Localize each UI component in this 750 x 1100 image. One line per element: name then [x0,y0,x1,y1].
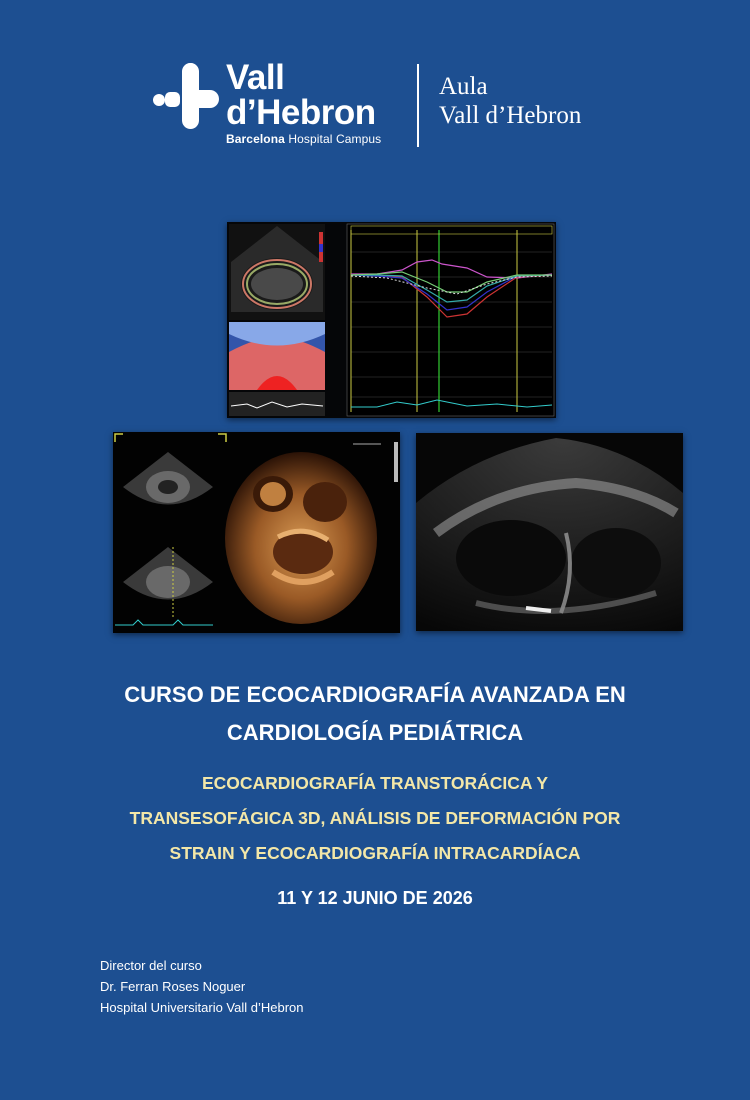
course-subtitle-line1: ECOCARDIOGRAFÍA TRANSTORÁCICA Y [201,773,549,793]
vall-hebron-logo-icon [153,63,219,129]
director-label: Director del curso [100,958,202,973]
aula-line1: Aula [439,73,488,100]
course-subtitle-line2: TRANSESOFÁGICA 3D, ANÁLISIS DE DEFORMACIÓN POR [129,808,621,828]
strain-analysis-image [227,222,556,418]
brand-name-line1: Vall [226,58,285,97]
brand-name [226,60,381,145]
course-title-line2: CARDIOLOGÍA PEDIÁTRICA [226,720,524,745]
director-institution: Hospital Universitario Vall d’Hebron [100,1000,304,1015]
aula-line2: Vall d’Hebron [439,102,582,129]
brand-subtitle [226,133,381,145]
aula-logo [439,72,581,130]
course-title [40,676,710,752]
director-info [100,955,304,1018]
director-name: Dr. Ferran Roses Noguer [100,979,246,994]
course-subtitle [40,766,710,871]
3d-transesophageal-echo-image [113,432,400,633]
intracardiac-echo-image [416,433,683,631]
brand-subtitle-bold: Barcelona [226,132,285,146]
brand-name-line2: d’Hebron [226,93,376,132]
course-title-line1: CURSO DE ECOCARDIOGRAFÍA AVANZADA EN [124,682,626,707]
brand-subtitle-rest: Hospital Campus [284,132,382,146]
course-date: 11 Y 12 JUNIO DE 2026 [277,888,473,908]
course-subtitle-line3: STRAIN Y ECOCARDIOGRAFÍA INTRACARDÍACA [169,843,581,863]
logo-divider [417,64,419,147]
